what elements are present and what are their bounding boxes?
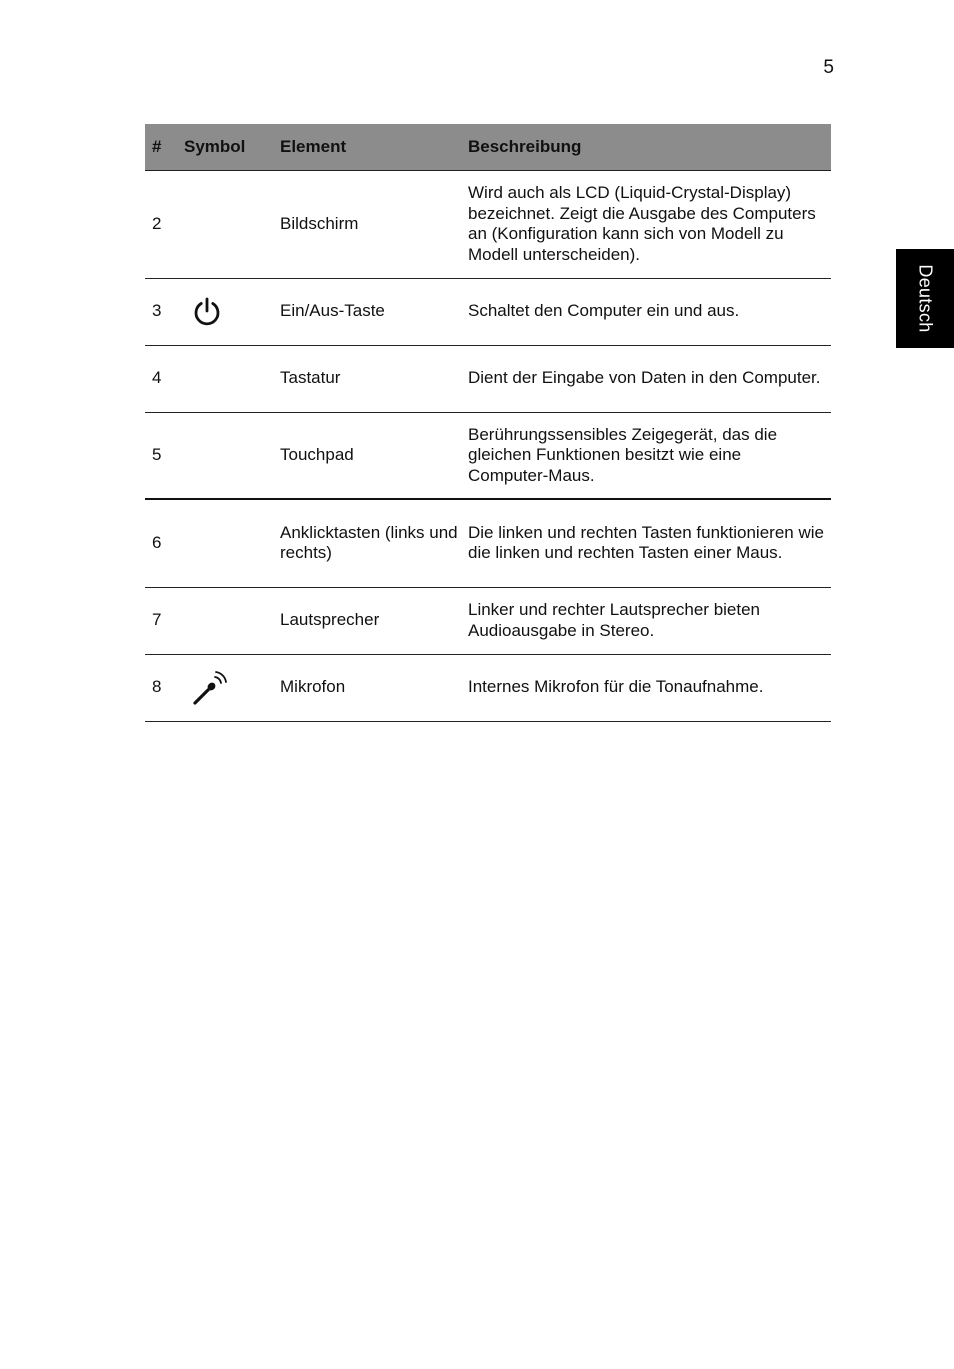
row-element: Anklicktasten (links und rechts) [280,499,468,587]
header-description: Beschreibung [468,124,831,170]
power-icon [191,296,223,328]
table-row [145,499,831,587]
table-row [145,587,831,654]
row-symbol [183,345,280,412]
row-description: Internes Mikrofon für die Tonaufnahme. [468,654,831,721]
header-symbol: Symbol [183,124,280,170]
row-element: Bildschirm [280,170,468,278]
row-symbol [183,170,280,278]
page-number: 5 [823,57,834,78]
row-description: Wird auch als LCD (Liquid-Crystal-Display) bezeichnet. Zeigt die Ausgabe des Computers an (Konfiguration kann sich von Modell zu Modell unterscheiden). [468,170,831,278]
row-element: Tastatur [280,345,468,412]
row-symbol [183,499,280,587]
table-row [145,278,831,345]
components-table [145,124,831,722]
row-element: Ein/Aus-Taste [280,278,468,345]
microphone-icon [191,669,231,707]
row-number: 3 [145,278,183,345]
row-symbol [183,587,280,654]
language-tab [896,249,954,348]
row-element: Touchpad [280,412,468,499]
table-row [145,345,831,412]
row-symbol [183,278,280,345]
row-symbol [183,654,280,721]
row-description: Dient der Eingabe von Daten in den Computer. [468,345,831,412]
header-element: Element [280,124,468,170]
table-row [145,654,831,721]
row-number: 5 [145,412,183,499]
row-description: Schaltet den Computer ein und aus. [468,278,831,345]
header-number: # [145,124,183,170]
row-number: 8 [145,654,183,721]
row-description: Linker und rechter Lautsprecher bieten Audioausgabe in Stereo. [468,587,831,654]
row-number: 6 [145,499,183,587]
language-tab-label: Deutsch [915,264,936,333]
table-row [145,412,831,499]
row-element: Lautsprecher [280,587,468,654]
row-number: 4 [145,345,183,412]
row-number: 2 [145,170,183,278]
row-number: 7 [145,587,183,654]
row-symbol [183,412,280,499]
table-row [145,170,831,278]
table-header-row [145,124,831,170]
row-description: Berührungssensibles Zeigegerät, das die gleichen Funktionen besitzt wie eine Computer-Maus. [468,412,831,499]
row-element: Mikrofon [280,654,468,721]
row-description: Die linken und rechten Tasten funktionieren wie die linken und rechten Tasten einer Maus. [468,499,831,587]
